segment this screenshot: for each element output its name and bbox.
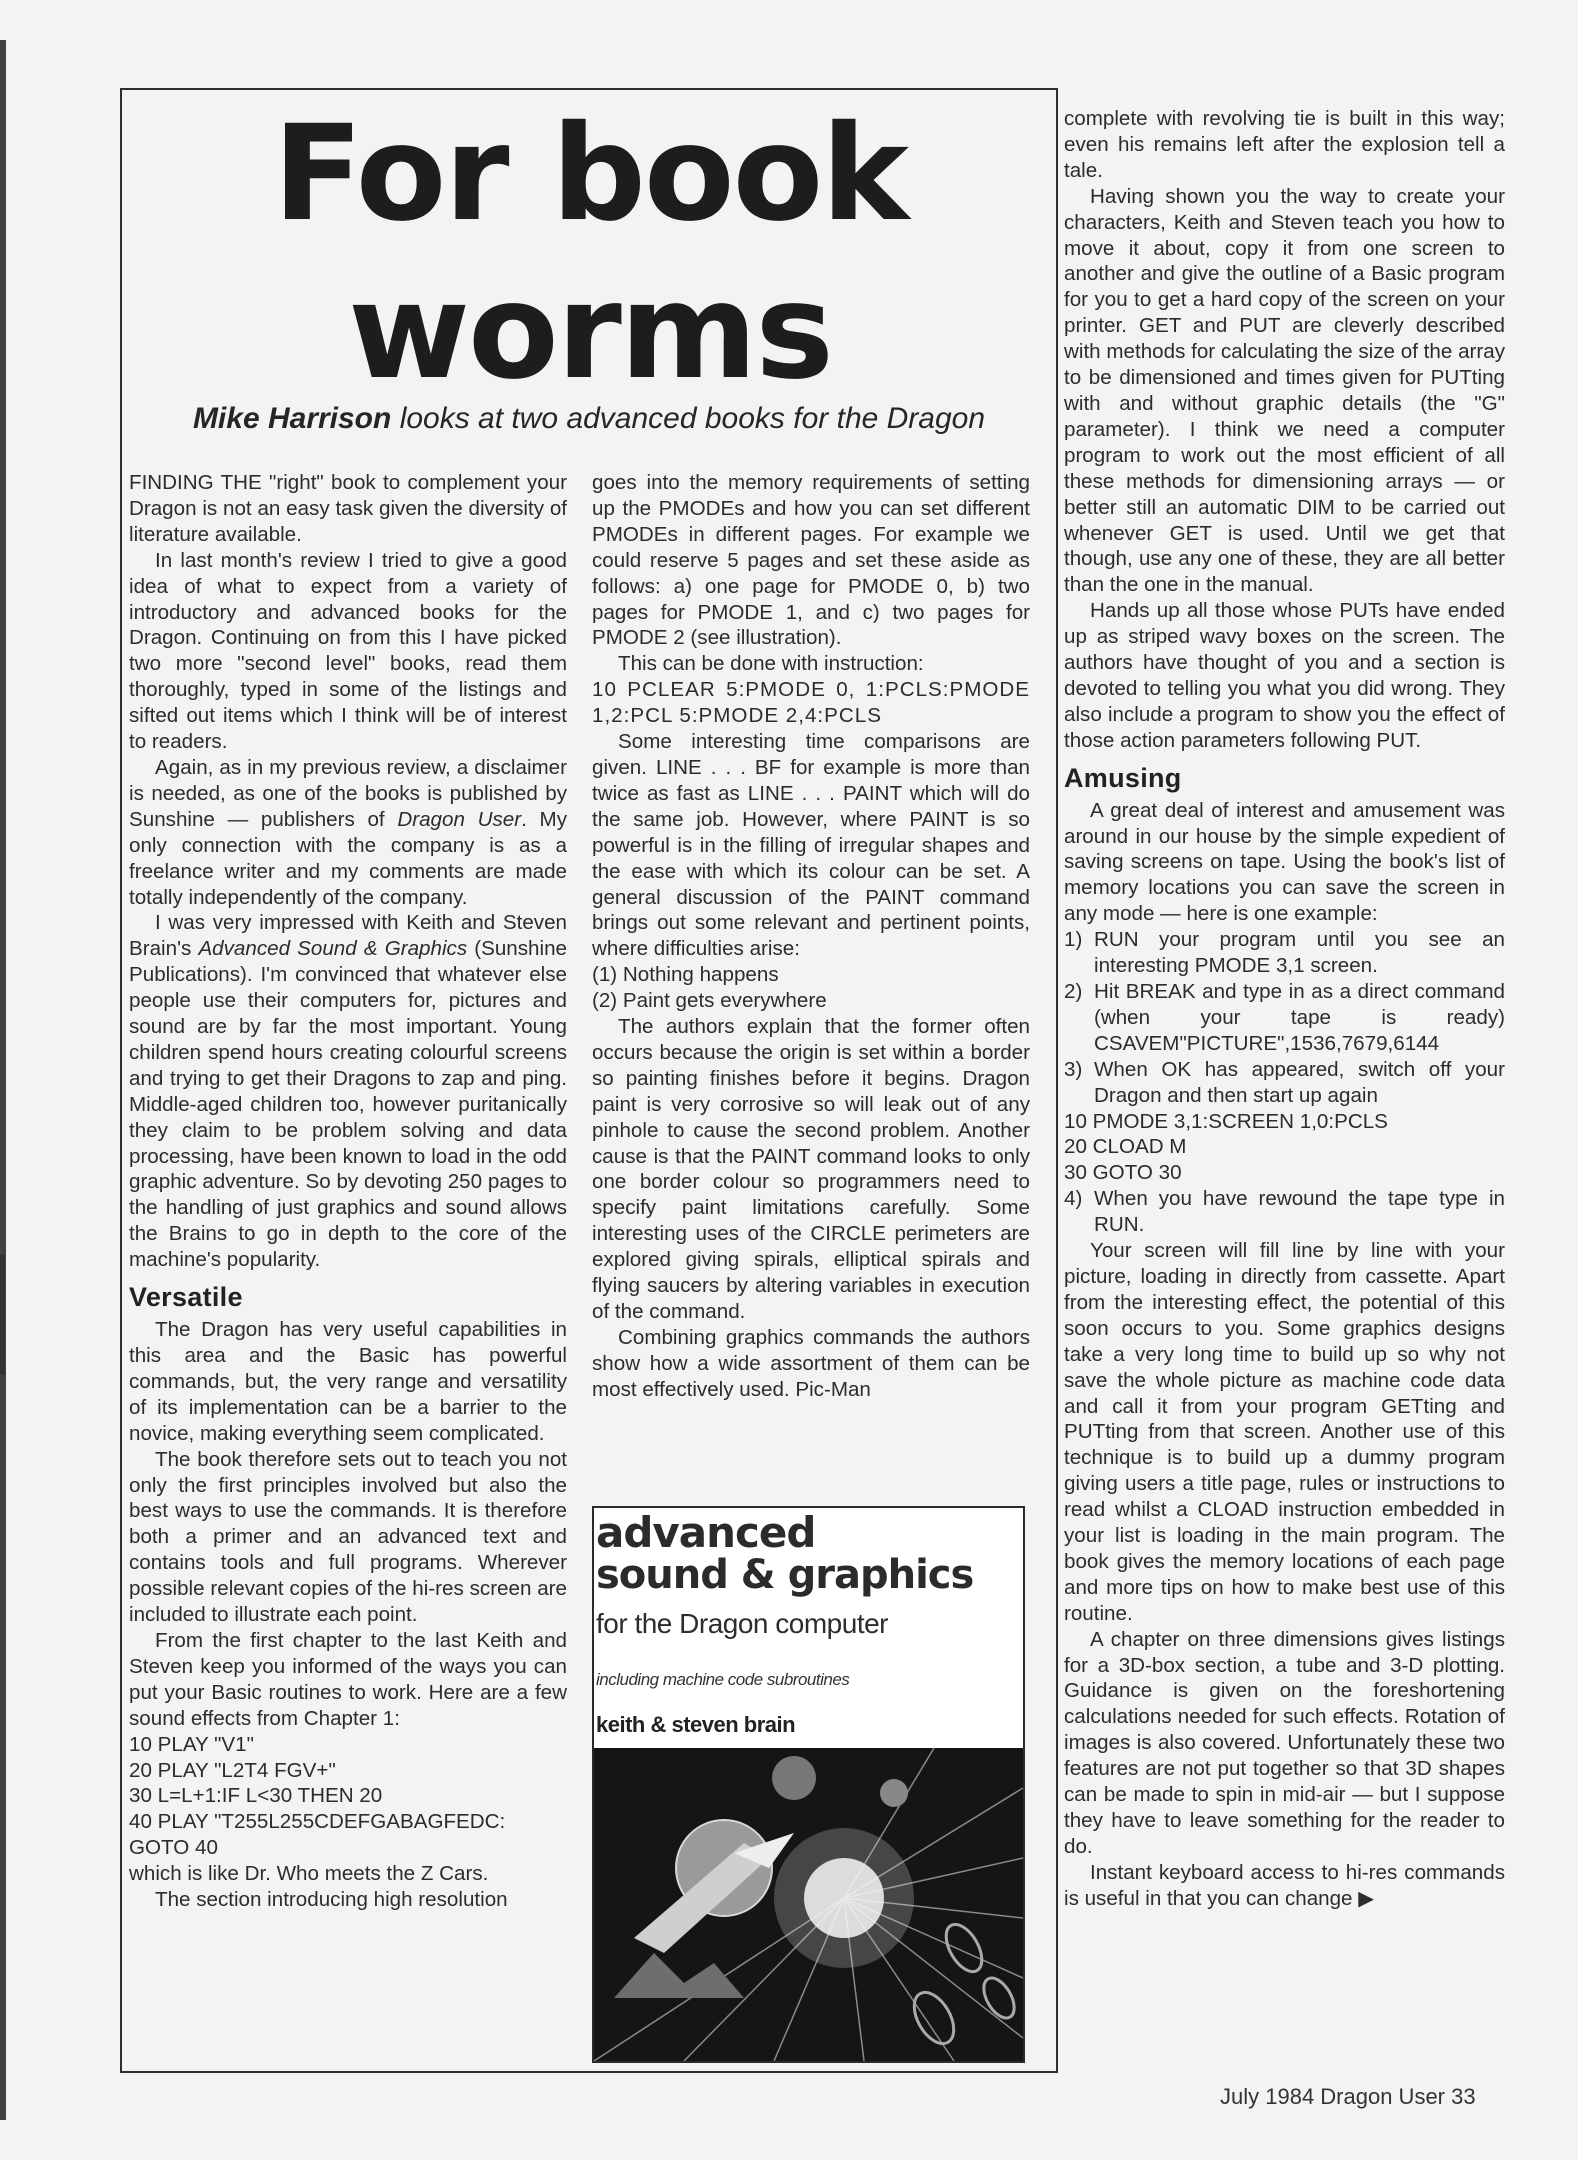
paragraph: Combining graphics commands the authors show how a wide assortment of them can be most effectively used. Pic-Man	[592, 1325, 1030, 1401]
book-cover-image	[592, 1506, 1025, 2063]
byline-author: Mike Harrison	[192, 402, 392, 435]
paragraph: This can be done with instruction:	[618, 652, 924, 676]
paragraph: Your screen will fill line by line with your picture, loading in directly from cassette. Apart from the interesting effect, the potential of this soon occurs to you. Some graphics designs take a very long time to build up so why not save the whole picture as machine code data and call it from your program GETting and PUTting from that screen. Another use of this technique is to build up a dummy program giving users a title page, rules or instructions to read whilst a CLOAD instruction embedded in your list is loading in the main program. The book gives the memory locations of each page and more tips on how to make best use of this routine.	[1064, 1239, 1505, 1625]
cover-subtitle: for the Dragon computer	[596, 1608, 888, 1639]
list-item: 3) When OK has appeared, switch off your Dragon and then start up again	[1064, 1057, 1505, 1107]
code-line: 30 GOTO 30	[1064, 1161, 1182, 1185]
list-item: 1) RUN your program until you see an interesting PMODE 3,1 screen.	[1064, 928, 1505, 978]
standfirst	[120, 402, 1058, 436]
binding-edge	[0, 40, 6, 2120]
code-line: 30 L=L+1:IF L<30 THEN 20	[129, 1784, 383, 1808]
paragraph: In last month's review I tried to give a good idea of what to expect from a variety of introductory and advanced books for the Dragon. Continuing on from this I have picked two more "second level" books, read them thoroughly, typed in some of the listings and sifted out items which I think will be of interest to readers.	[129, 548, 567, 754]
paragraph: I was very impressed with Keith and Steven Brain's Advanced Sound & Graphics (Sunshine Publications). I'm convinced that whatever else people use their computers for, pictures and sound are by far the most important. Young children spend hours creating colourful screens and trying to get their Dragons to zap and ping. Middle-aged children too, however puritanically they claim to be problem solving and data processing, have been known to load in the odd graphic adventure. So by devoting 250 pages to the handling of just graphics and sound allows the Brains to go in depth to the core of the machine's popularity.	[129, 911, 567, 1272]
steps-list	[1064, 1186, 1505, 1238]
paragraph: complete with revolving tie is built in this way; even his remains left after the explosion tell a tale.	[1064, 107, 1505, 182]
paragraph: A chapter on three dimensions gives listings for a 3D-box section, a tube and 3-D plotting. Guidance is given on the foreshortening calculations needed for such effects. Rotation of images is also covered. Unfortunately these two features are not put together so that 3D shapes can be made to spin in mid-air — but I suppose they have to leave something for the reader to do.	[1064, 1627, 1505, 1858]
column-2	[592, 470, 1030, 1403]
code-line: 10 PLAY "V1"	[129, 1732, 254, 1756]
paragraph: The book therefore sets out to teach you not only the first principles involved but also the best ways to use the commands. It is therefore both a primer and an advanced text and contains tools and full programs. Wherever possible relevant copies of the hi-res screen are included to illustrate each point.	[129, 1447, 567, 1627]
list-item: 4) When you have rewound the tape type in RUN.	[1064, 1187, 1505, 1237]
paragraph: Again, as in my previous review, a disclaimer is needed, as one of the books is published by Sunshine — publishers of Dragon User. My only connection with the company is as a freelance writer and my comments are made totally independently of the company.	[129, 755, 567, 909]
paragraph: Hands up all those whose PUTs have ended up as striped wavy boxes on the screen. The authors have thought of you and a section is devoted to telling you what you did wrong. They also include a program to show you the effect of those action parameters following PUT.	[1064, 599, 1505, 752]
subheading-versatile: Versatile	[129, 1282, 243, 1313]
binding-shadow	[0, 1255, 5, 1375]
paragraph: The Dragon has very useful capabilities in this area and the Basic has powerful commands, but, the very range and versatility of its implementation can be a barrier to the novice, making everything seem complicated.	[129, 1318, 567, 1445]
paragraph: Some interesting time comparisons are given. LINE . . . BF for example is more than twice as fast as LINE . . . PAINT which will do the same job. However, where PAINT is so powerful is in the filling of irregular shapes and the ease with which its colour can be set. A general discussion of the PAINT command brings out some relevant and pertinent points, where difficulties arise:	[592, 730, 1030, 961]
column-1	[129, 470, 567, 1913]
paragraph: The authors explain that the former often occurs because the origin is set within a border so painting finishes before it begins. Dragon paint is very corrosive so will leak out of any pinhole to cause the second problem. Another cause is that the PAINT command looks to only one border colour so programmers need to specify paint limitations carefully. Some interesting uses of the CIRCLE perimeters are explored giving spirals, elliptical spirals and flying saucers by altering variables in execution of the command.	[592, 1015, 1030, 1323]
list-item: (2) Paint gets everywhere	[592, 989, 827, 1013]
cover-authors: keith & steven brain	[596, 1712, 796, 1737]
code-line: 20 CLOAD M	[1064, 1135, 1187, 1159]
byline-text: looks at two advanced books for the Dragon	[399, 402, 986, 435]
cover-title-line1: advanced	[596, 1508, 816, 1557]
paragraph: FINDING THE "right" book to complement your Dragon is not an easy task given the diversity of literature available.	[129, 471, 567, 546]
list-item: (1) Nothing happens	[592, 963, 779, 987]
code-line: 40 PLAY "T255L255CDEFGABAGFEDC: GOTO 40	[129, 1810, 506, 1860]
code-line: 10 PMODE 3,1:SCREEN 1,0:PCLS	[1064, 1109, 1388, 1133]
code-block: 10 PCLEAR 5:PMODE 0, 1:PCLS:PMODE 1,2:PCL 5:PMODE 2,4:PCLS	[592, 678, 1030, 728]
cover-tagline: including machine code subroutines	[596, 1670, 850, 1689]
paragraph: A great deal of interest and amusement was around in our house by the simple expedient of saving screens on tape. Using the book's list of memory locations you can save the screen in any mode — here is one example:	[1064, 798, 1505, 926]
cover-illustration	[594, 1748, 1023, 2061]
paragraph: From the first chapter to the last Keith and Steven keep you informed of the ways you can put your Basic routines to work. Here are a few sound effects from Chapter 1:	[129, 1628, 567, 1730]
paragraph: The section introducing high resolution	[155, 1888, 508, 1912]
paragraph: which is like Dr. Who meets the Z Cars.	[129, 1862, 489, 1886]
list-item: 2) Hit BREAK and type in as a direct command (when your tape is ready) CSAVEM"PICTURE",1536,7679,6144	[1064, 980, 1505, 1055]
paragraph: Instant keyboard access to hi-res commands is useful in that you can change ▶	[1064, 1860, 1505, 1910]
article-title: For book worms	[272, 97, 908, 409]
column-3	[1064, 106, 1505, 1912]
steps-list	[1064, 927, 1505, 1108]
page-footer: July 1984 Dragon User 33	[1220, 2084, 1476, 2109]
paragraph: Having shown you the way to create your characters, Keith and Steven teach you how to move it about, copy it from one screen to another and give the outline of a Basic program for you to get a hard copy of the screen on your printer. GET and PUT are cleverly described with methods for calculating the size of the array to be dimensioned and times given for PUTting with and without graphic details (the "G" parameter). I think we need a computer program to work out the most efficient of all these methods for dimensioning arrays — or better still an automatic DIM to be carried out whenever GET is used. Until we get that though, use any one of these, they are all better than the one in the manual.	[1064, 184, 1505, 597]
cover-title-line2: sound & graphics	[596, 1552, 974, 1598]
subheading-amusing: Amusing	[1064, 762, 1182, 793]
paragraph: goes into the memory requirements of setting up the PMODEs and how you can set different PMODEs in different pages. For example we could reserve 5 pages and set these aside as follows: a) one page for PMODE 0, b) two pages for PMODE 1, and c) two pages for PMODE 2 (see illustration).	[592, 471, 1030, 650]
code-line: 20 PLAY "L2T4 FGV+"	[129, 1758, 336, 1782]
